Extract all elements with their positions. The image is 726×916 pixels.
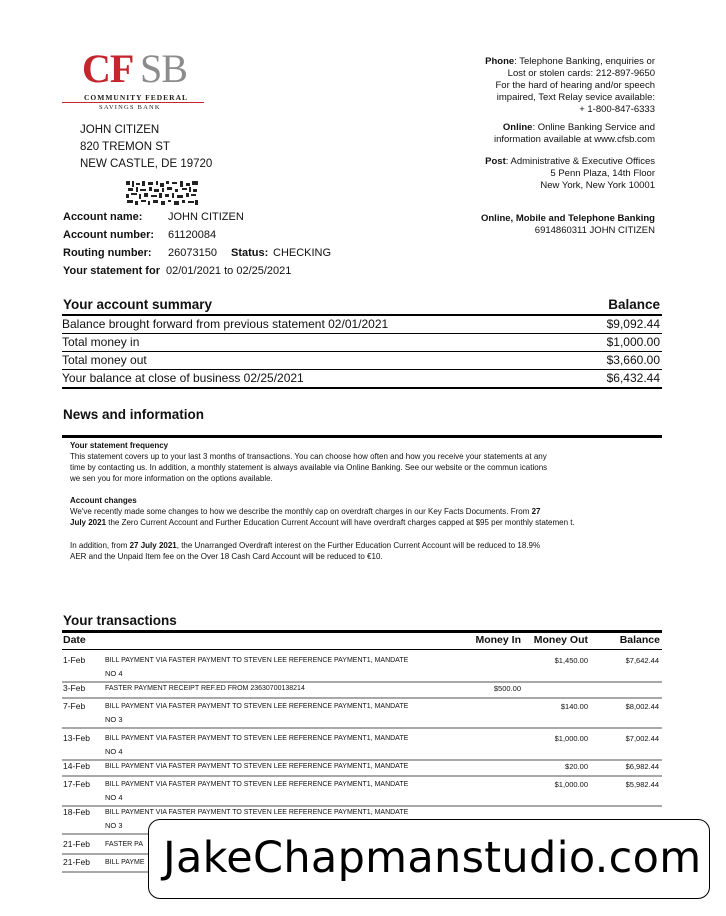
- contact-omt: [481, 213, 655, 237]
- logo-sb: SB: [140, 46, 187, 91]
- news-frequency-line1: This statement covers up to your last 3 months of transactions. You can choose how often and how you receive your statements at any: [70, 452, 547, 461]
- status-label: Status:: [231, 247, 269, 259]
- news-changes-line2a: July 2021: [70, 518, 107, 527]
- summary-row-label: Your balance at close of business 02/25/2021: [62, 371, 304, 385]
- online-line2: information available at www.cfsb.com: [493, 134, 655, 145]
- transaction-money-out: $1,000.00: [554, 780, 588, 789]
- news-frequency-line3: we sen you for more information on the options available.: [70, 474, 273, 483]
- summary-rule: [62, 333, 662, 334]
- news-frequency-title: Your statement frequency: [70, 441, 169, 450]
- transaction-money-in: $500.00: [493, 684, 521, 693]
- phone-line4: impaired, Text Relay sevice available:: [496, 92, 655, 103]
- summary-row-value: $1,000.00: [606, 335, 660, 349]
- transaction-description-line2: NO 4: [105, 669, 123, 678]
- customer-address: [80, 122, 212, 173]
- transaction-date: 14-Feb: [63, 761, 90, 771]
- transaction-description-line2: NO 3: [105, 715, 123, 724]
- transaction-description-line1: BILL PAYMENT VIA FASTER PAYMENT TO STEVEN LEE REFERENCE PAYMENT1, MANDATE: [105, 735, 409, 742]
- transaction-description-line1: BILL PAYMENT VIA FASTER PAYMENT TO STEVEN LEE REFERENCE PAYMENT1, MANDATE: [105, 781, 409, 788]
- transaction-description: [105, 732, 465, 758]
- online-line1: : Online Banking Service and: [532, 122, 655, 133]
- news-changes-line3a: In addition, from: [70, 541, 130, 550]
- transaction-description-line2: NO 4: [105, 793, 123, 802]
- summary-row-value: $9,092.44: [606, 317, 660, 331]
- transaction-description: [105, 778, 465, 804]
- news-title: News and information: [63, 407, 205, 422]
- summary-row: [62, 317, 660, 331]
- transaction-money-out: $1,000.00: [554, 734, 588, 743]
- online-label: Online: [502, 122, 533, 133]
- summary-balance-header: Balance: [608, 297, 660, 312]
- summary-rule: [62, 369, 662, 370]
- transaction-date: 21-Feb: [63, 857, 90, 867]
- transaction-description-line1: BILL PAYMENT VIA FASTER PAYMENT TO STEVEN LEE REFERENCE PAYMENT1, MANDATE: [105, 809, 409, 816]
- news-changes-line3b: 27 July 2021: [129, 541, 177, 550]
- customer-address-line1: 820 TREMON ST: [80, 141, 170, 153]
- transaction-description-line2: NO 3: [105, 821, 123, 830]
- news-changes-line2b: the Zero Current Account and Further Education Current Account will have overdraft charges capped at $95 per monthly statemen t.: [106, 518, 575, 527]
- transaction-description: [105, 654, 465, 680]
- col-header-money-in: Money In: [475, 634, 521, 646]
- transactions-header-rule: [62, 649, 662, 650]
- transaction-row-separator: [62, 697, 662, 699]
- transaction-balance: $7,642.44: [625, 656, 659, 665]
- transaction-description-line1: FASTER PAYMENT RECEIPT REF.ED FROM 23630700138214: [105, 685, 305, 692]
- news-changes-line4: AER and the Unpaid Item fee on the Over 18 Cash Card Account will be reduced to €10.: [70, 552, 383, 561]
- logo-line1: COMMUNITY FEDERAL: [84, 93, 189, 102]
- summary-row-label: Balance brought forward from previous statement 02/01/2021: [62, 317, 389, 331]
- barcode-2d: [126, 181, 198, 205]
- status-value: CHECKING: [273, 247, 332, 259]
- news-rule: [62, 435, 662, 438]
- col-header-balance: Balance: [619, 634, 660, 646]
- summary-row-label: Total money in: [62, 335, 140, 349]
- transaction-description-line1: BILL PAYMENT VIA FASTER PAYMENT TO STEVEN LEE REFERENCE PAYMENT1, MANDATE: [105, 703, 409, 710]
- summary-title: Your account summary: [63, 297, 213, 312]
- phone-label: Phone: [485, 56, 515, 67]
- routing-number-value: 26073150: [168, 247, 217, 259]
- omt-label: Online, Mobile and Telephone Banking: [480, 213, 655, 224]
- news-frequency-line2: time by contacting us. In addition, a monthly statement is always available via Online Banking. See our website or the commun ications: [70, 463, 548, 472]
- news-changes-line1b: 27: [531, 507, 541, 516]
- transaction-description: [105, 700, 465, 726]
- logo-cf: CF: [82, 46, 134, 91]
- summary-row-value: $3,660.00: [606, 353, 660, 367]
- transaction-date: 3-Feb: [63, 683, 86, 693]
- transaction-money-out: $140.00: [560, 702, 588, 711]
- account-number-label: Account number:: [63, 229, 155, 241]
- transaction-balance: $6,982.44: [625, 762, 659, 771]
- news-frequency: [70, 440, 650, 484]
- transaction-date: 13-Feb: [63, 733, 90, 743]
- transaction-date: 7-Feb: [63, 701, 86, 711]
- transaction-description: [105, 682, 465, 695]
- omt-value: 6914860311 JOHN CITIZEN: [534, 225, 655, 236]
- news-changes-more: [70, 540, 650, 562]
- logo-line2: SAVINGS BANK: [99, 104, 161, 111]
- contact-online: [494, 122, 655, 146]
- transaction-money-out: $1,450.00: [554, 656, 588, 665]
- account-name-label: Account name:: [63, 211, 143, 223]
- transaction-date: 18-Feb: [63, 807, 90, 817]
- routing-number-label: Routing number:: [63, 247, 152, 259]
- summary-row: [62, 335, 660, 349]
- statement-period-label: Your statement for: [63, 265, 160, 277]
- customer-address-line2: NEW CASTLE, DE 19720: [80, 158, 213, 170]
- customer-name: JOHN CITIZEN: [80, 124, 160, 136]
- transaction-money-out: $20.00: [565, 762, 588, 771]
- contact-phone: [485, 56, 655, 116]
- transaction-row-separator: [62, 727, 662, 729]
- account-name-value: JOHN CITIZEN: [168, 211, 244, 223]
- transaction-balance: $5,982.44: [625, 780, 659, 789]
- summary-row-label: Total money out: [62, 353, 147, 367]
- col-header-date: Date: [63, 634, 86, 646]
- transaction-row-separator: [62, 775, 662, 777]
- contact-post: [485, 156, 655, 192]
- transaction-description-line2: NO 4: [105, 747, 123, 756]
- summary-row: [62, 353, 660, 367]
- transaction-description-line1: BILL PAYMENT VIA FASTER PAYMENT TO STEVEN LEE REFERENCE PAYMENT1, MANDATE: [105, 763, 409, 770]
- summary-rule-bottom: [62, 387, 662, 389]
- logo-rule: [62, 102, 204, 103]
- transaction-description: [105, 760, 465, 773]
- account-number-value: 61120084: [168, 229, 217, 241]
- transaction-date: 21-Feb: [63, 839, 90, 849]
- post-label: Post: [485, 156, 506, 167]
- phone-line2: Lost or stolen cards: 212-897-9650: [507, 68, 655, 79]
- transaction-description-line1: BILL PAYME: [105, 859, 145, 866]
- transactions-title: Your transactions: [63, 613, 177, 628]
- news-changes-line3c: , the Unarranged Overdraft interest on the Further Education Current Account will be reduced to 18.9%: [176, 541, 541, 550]
- statement-period-value: 02/01/2021 to 02/25/2021: [166, 265, 292, 277]
- phone-line5: + 1-800-847-6333: [579, 104, 655, 115]
- transaction-date: 17-Feb: [63, 779, 90, 789]
- news-changes-line1a: We've recently made some changes to how we describe the monthly cap on overdraft charges in our Key Facts Documents. From: [70, 507, 532, 516]
- watermark-text: JakeChapmanstudio.com: [163, 833, 702, 883]
- transaction-description-line1: BILL PAYMENT VIA FASTER PAYMENT TO STEVEN LEE REFERENCE PAYMENT1, MANDATE: [105, 657, 409, 664]
- phone-line1: : Telephone Banking, enquiries or: [514, 56, 655, 67]
- summary-rule-top: [62, 314, 662, 316]
- news-changes: [70, 495, 650, 528]
- phone-line3: For the hard of hearing and/or speech: [495, 80, 655, 91]
- col-header-money-out: Money Out: [533, 634, 588, 646]
- transaction-balance: $8,002.44: [625, 702, 659, 711]
- transaction-description-line1: FASTER PA: [105, 841, 143, 848]
- transaction-date: 1-Feb: [63, 655, 86, 665]
- news-changes-title: Account changes: [70, 496, 137, 505]
- post-line3: New York, New York 10001: [540, 180, 655, 191]
- post-line1: : Administrative & Executive Offices: [505, 156, 655, 167]
- transactions-rule-top: [62, 630, 662, 633]
- summary-row: [62, 371, 660, 385]
- post-line2: 5 Penn Plaza, 14th Floor: [550, 168, 655, 179]
- summary-rule: [62, 351, 662, 352]
- transaction-balance: $7,002.44: [625, 734, 659, 743]
- summary-row-value: $6,432.44: [606, 371, 660, 385]
